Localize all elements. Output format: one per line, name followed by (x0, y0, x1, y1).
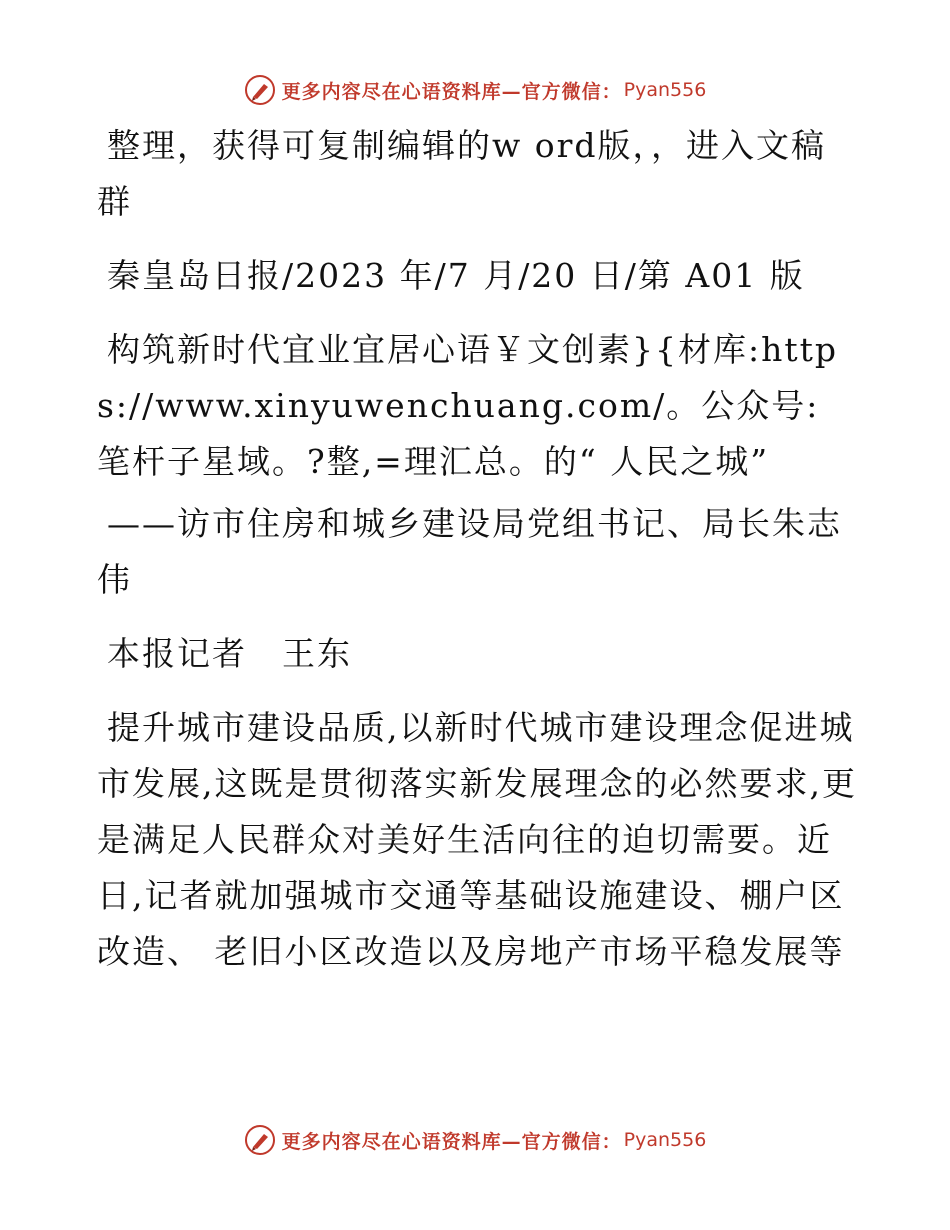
paragraph-subtitle: ——访市住房和城乡建设局党组书记、局长朱志伟 (97, 504, 842, 599)
paragraph-byline: 本报记者 王东 (107, 634, 352, 673)
paragraph-intro: 整理，获得可复制编辑的w ord版，，进入文稿群 (97, 126, 827, 221)
watermark-banner-bottom (0, 1120, 950, 1160)
pen-logo-icon (244, 74, 276, 106)
watermark-text: 更多内容尽在心语资料库—官方微信： (281, 1130, 622, 1153)
watermark-handle: Pyan556 (623, 1129, 707, 1151)
watermark-handle: Pyan556 (623, 79, 707, 101)
document-body (97, 118, 857, 998)
pen-logo-icon (244, 1124, 276, 1156)
paragraph-headline: 构筑新时代宜业宜居心语￥文创素}{材库:https://www.xinyuwenchuang.com/。公众号: 笔杆子星域。?整,=理汇总。的“ 人民之城” (97, 330, 839, 481)
paragraph-source: 秦皇岛日报/2023 年/7 月/20 日/第 A01 版 (107, 256, 805, 295)
paragraph-body: 提升城市建设品质,以新时代城市建设理念促进城市发展,这既是贯彻落实新发展理念的必然要求,更是满足人民群众对美好生活向往的迫切需要。近日,记者就加强城市交通等基础设施建设、棚户区改造、 老旧小区改造以及房地产市场平稳发展等 (97, 708, 857, 971)
watermark-banner-top (0, 70, 950, 110)
watermark-text: 更多内容尽在心语资料库—官方微信： (281, 80, 622, 103)
